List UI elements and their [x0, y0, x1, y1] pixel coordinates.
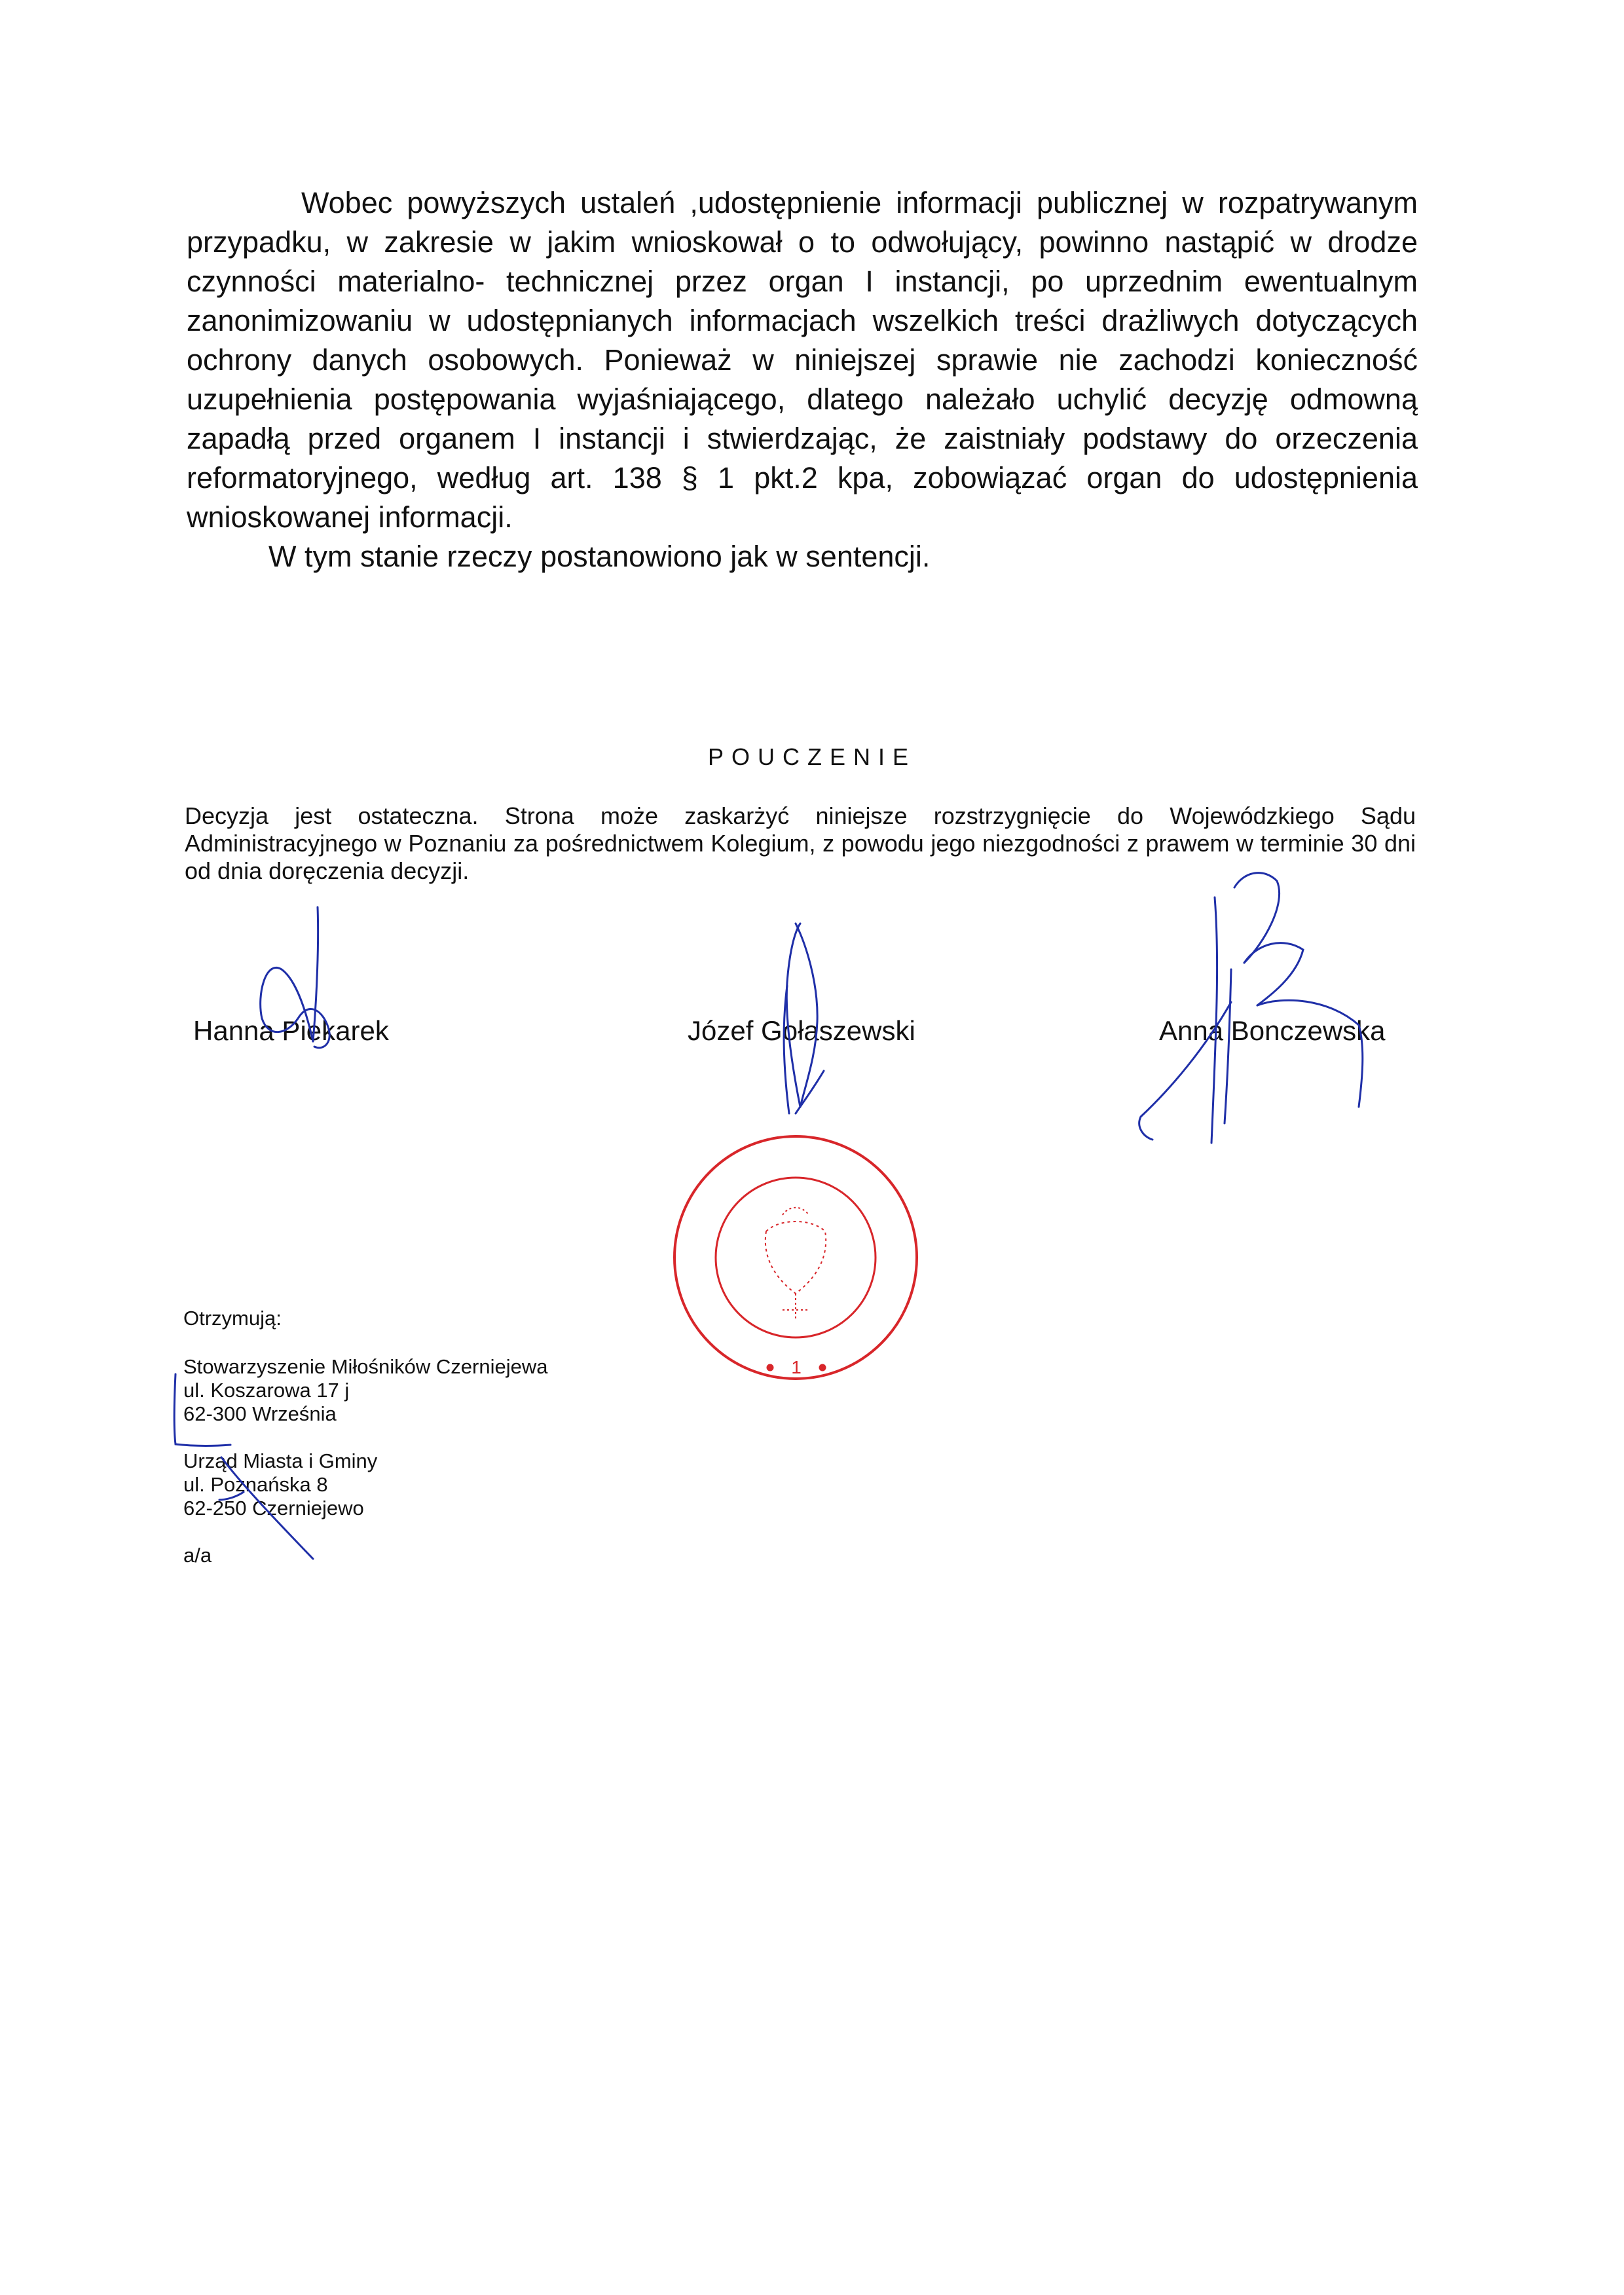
signatory-name: Anna Bonczewska	[1159, 1015, 1386, 1046]
official-stamp	[674, 1136, 917, 1379]
stamp-number: 1	[791, 1357, 802, 1377]
handwritten-signature	[1139, 873, 1363, 1143]
signatory-name: Józef Gołaszewski	[688, 1015, 915, 1046]
address-line: ul. Poznańska 8	[183, 1473, 328, 1496]
justification-paragraph: Wobec powyższych ustaleń ,udostępnienie informacji publicznej w rozpatrywanym przypadku, w zakresie w jakim wnioskował o to odwołujący, powinno nastąpić w drodze czynności materialno- technicznej przez organ I instancji, po uprzednim ewentualnym zanonimizowaniu w udostępnianych informacjach wszelkich treści drażliwych dotyczących ochrony danych osobowych. Ponieważ w niniejszej sprawie nie zachodzi konieczność uzupełnienia postępowania wyjaśniającego, dlatego należało uchylić decyzję odmowną zapadłą przed organem I instancji i stwierdzając, że zaistniały podstawy do orzeczenia reformatoryjnego, według art. 138 § 1 pkt.2 kpa, zobowiązać organ do udostępnienia wnioskowanej informacji.	[187, 186, 1418, 534]
signatory-name: Hanna Piekarek	[193, 1015, 389, 1046]
address-line: 62-300 Września	[183, 1402, 337, 1425]
address-line: ul. Koszarowa 17 j	[183, 1379, 350, 1402]
recipient-address	[183, 1449, 548, 1520]
address-line: 62-250 Czerniejewo	[183, 1497, 364, 1520]
file-copy-note: a/a	[183, 1544, 212, 1567]
address-line: Urząd Miasta i Gminy	[183, 1449, 378, 1472]
pouczenie-heading: POUCZENIE	[707, 743, 917, 770]
address-line: Stowarzyszenie Miłośników Czerniejewa	[183, 1355, 548, 1378]
conclusion-paragraph: W tym stanie rzeczy postanowiono jak w sentencji.	[268, 540, 931, 573]
recipients-section	[183, 1307, 548, 1567]
decision-justification	[187, 183, 1418, 576]
recipient-address	[183, 1355, 548, 1426]
pouczenie-text: Decyzja jest ostateczna. Strona może zaskarżyć niniejsze rozstrzygnięcie do Wojewódzkiego Sądu Administracyjnego w Poznaniu za pośrednictwem Kolegium, z powodu jego niezgodności z prawem w terminie 30 dni od dnia doręczenia decyzji.	[185, 802, 1416, 884]
pouczenie-section	[185, 802, 1416, 885]
recipients-label: Otrzymują:	[183, 1307, 282, 1330]
